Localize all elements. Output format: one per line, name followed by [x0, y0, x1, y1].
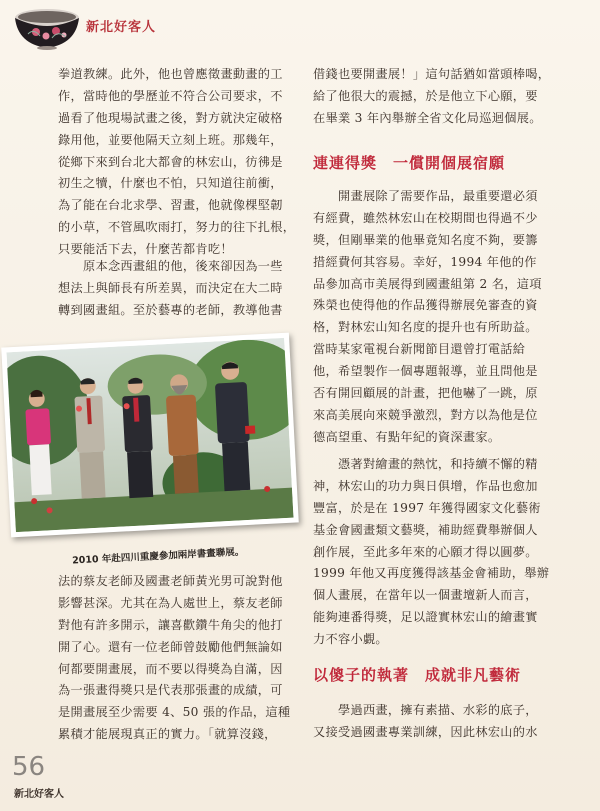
text-line: 為一張畫得獎只是代表那張畫的成績，可	[58, 683, 283, 698]
section-heading-2: 以傻子的執著 成就非凡藝術	[313, 666, 522, 684]
text-line: 何都要開畫展，而不要以得獎為自滿，因	[58, 661, 283, 676]
text-line: 累積才能展現真正的實力。「就算沒錢，	[58, 727, 277, 742]
section-heading-1: 連連得獎 一償開個展宿願	[313, 154, 506, 172]
text-line: 原本念西畫組的他，後來卻因為一些	[58, 259, 283, 273]
text-line: 憑著對繪畫的熱忱，和持續不懈的精	[313, 457, 538, 471]
text-line: 來高美展向來競爭激烈，對方以為他是位	[313, 407, 538, 422]
text-line: 影響甚深。尤其在為人處世上，蔡友老師	[58, 595, 283, 610]
text-line: 對他有許多開示，讓喜歡鑽牛角尖的他打	[58, 617, 283, 632]
text-line: 的小草，不管風吹雨打，努力的往下扎根，	[58, 220, 296, 235]
page-number: 56	[12, 752, 46, 782]
text-line: 他，希望製作一個專題報導，並且問他是	[313, 364, 538, 379]
text-line: 借錢也要開畫展！」這句話猶如當頭棒喝，	[313, 67, 551, 81]
text-line: 殊榮也使得他的作品獲得辦展免審查的資	[313, 298, 538, 313]
decorated-bowl-icon	[12, 4, 82, 52]
text-line: 獎，但剛畢業的他畢竟知名度不夠，要籌	[313, 232, 538, 247]
footer-title: 新北好客人	[14, 789, 64, 800]
text-line: 從鄉下來到台北大都會的林宏山，彷彿是	[58, 154, 283, 169]
right-paragraph-4	[313, 700, 549, 744]
text-line: 豐富，於是在 1997 年獲得國家文化藝術	[313, 500, 541, 515]
text-line: 個人畫展，在當年以一個畫壇新人而言，	[313, 588, 538, 603]
text-line: 開了心。還有一位老師曾鼓勵他們無論如	[58, 639, 283, 654]
text-line: 只要能活下去，什麼苦都肯吃！	[58, 242, 233, 257]
photo-frame	[2, 316, 302, 566]
text-line: 基金會國畫類文藝獎，補助經費舉辦個人	[313, 522, 538, 537]
photo-caption: 2010 年赴四川重慶參加兩岸書畫聯展。	[71, 546, 245, 567]
right-paragraph-3	[313, 454, 549, 651]
text-line: 是開畫展至少需要 4、50 張的作品，這種	[58, 705, 291, 720]
text-line: 神，林宏山的功力與日俱增，作品也愈加	[313, 478, 538, 493]
magazine-title: 新北好客人	[86, 20, 157, 35]
left-paragraph-2	[58, 256, 294, 322]
text-line: 1999 年他又再度獲得該基金會補助，舉辦	[313, 566, 550, 581]
text-line: 否有開回顧展的計畫，把他嚇了一跳，原	[313, 386, 538, 401]
right-paragraph-1	[313, 64, 549, 130]
text-line: 創作展，至此多年來的心願才得以圓夢。	[313, 544, 538, 559]
text-line: 在畢業 3 年內舉辦全省文化局巡迴個展。	[313, 110, 542, 125]
text-line: 措經費何其容易。幸好，1994 年他的作	[313, 254, 537, 269]
left-paragraph-3	[58, 571, 294, 746]
text-line: 給了他很大的震撼，於是他立下心願，要	[313, 88, 538, 103]
left-paragraph-1	[58, 64, 294, 261]
text-line: 能夠連番得獎，足以證實林宏山的繪畫實	[313, 610, 538, 625]
right-paragraph-2	[313, 186, 549, 449]
text-line: 錄用他，並要他隔天立刻上班。那幾年，	[58, 132, 283, 147]
text-line: 德高望重、有點年紀的資深畫家。	[313, 429, 501, 444]
text-line: 力不容小覷。	[313, 632, 388, 647]
text-line: 初生之犢，什麼也不怕，只知道往前衝，	[58, 176, 283, 191]
text-line: 學過西畫，擁有素描、水彩的底子，	[313, 703, 538, 717]
text-line: 又接受過國畫專業訓練，因此林宏山的水	[313, 724, 538, 739]
text-line: 開畫展除了需要作品，最重要還必須	[313, 189, 538, 203]
text-line: 法的蔡友老師及國畫老師黃光男可說對他	[58, 574, 283, 588]
text-line: 格，對林宏山知名度的提升也有所助益。	[313, 320, 538, 335]
text-line: 當時某家電視台新聞節目還曾打電話給	[313, 342, 526, 357]
text-line: 想法上與師長有所差異，而決定在大二時	[58, 280, 283, 295]
text-line: 為了能在台北求學、習畫，他就像棵堅韌	[58, 198, 283, 213]
text-line: 拳道教練。此外，他也曾應徵畫動畫的工	[58, 67, 283, 81]
group-photo	[1, 333, 299, 538]
text-line: 過看了他現場試畫之後，對方就決定破格	[58, 110, 283, 125]
text-line: 有經費，雖然林宏山在校期間也得過不少	[313, 210, 538, 225]
text-line: 作，當時他的學歷並不符合公司要求，不	[58, 88, 283, 103]
text-line: 轉到國畫組。至於藝專的老師，教導他書	[58, 302, 283, 317]
text-line: 品參加高市美展得到國畫組第 2 名，這項	[313, 276, 542, 291]
